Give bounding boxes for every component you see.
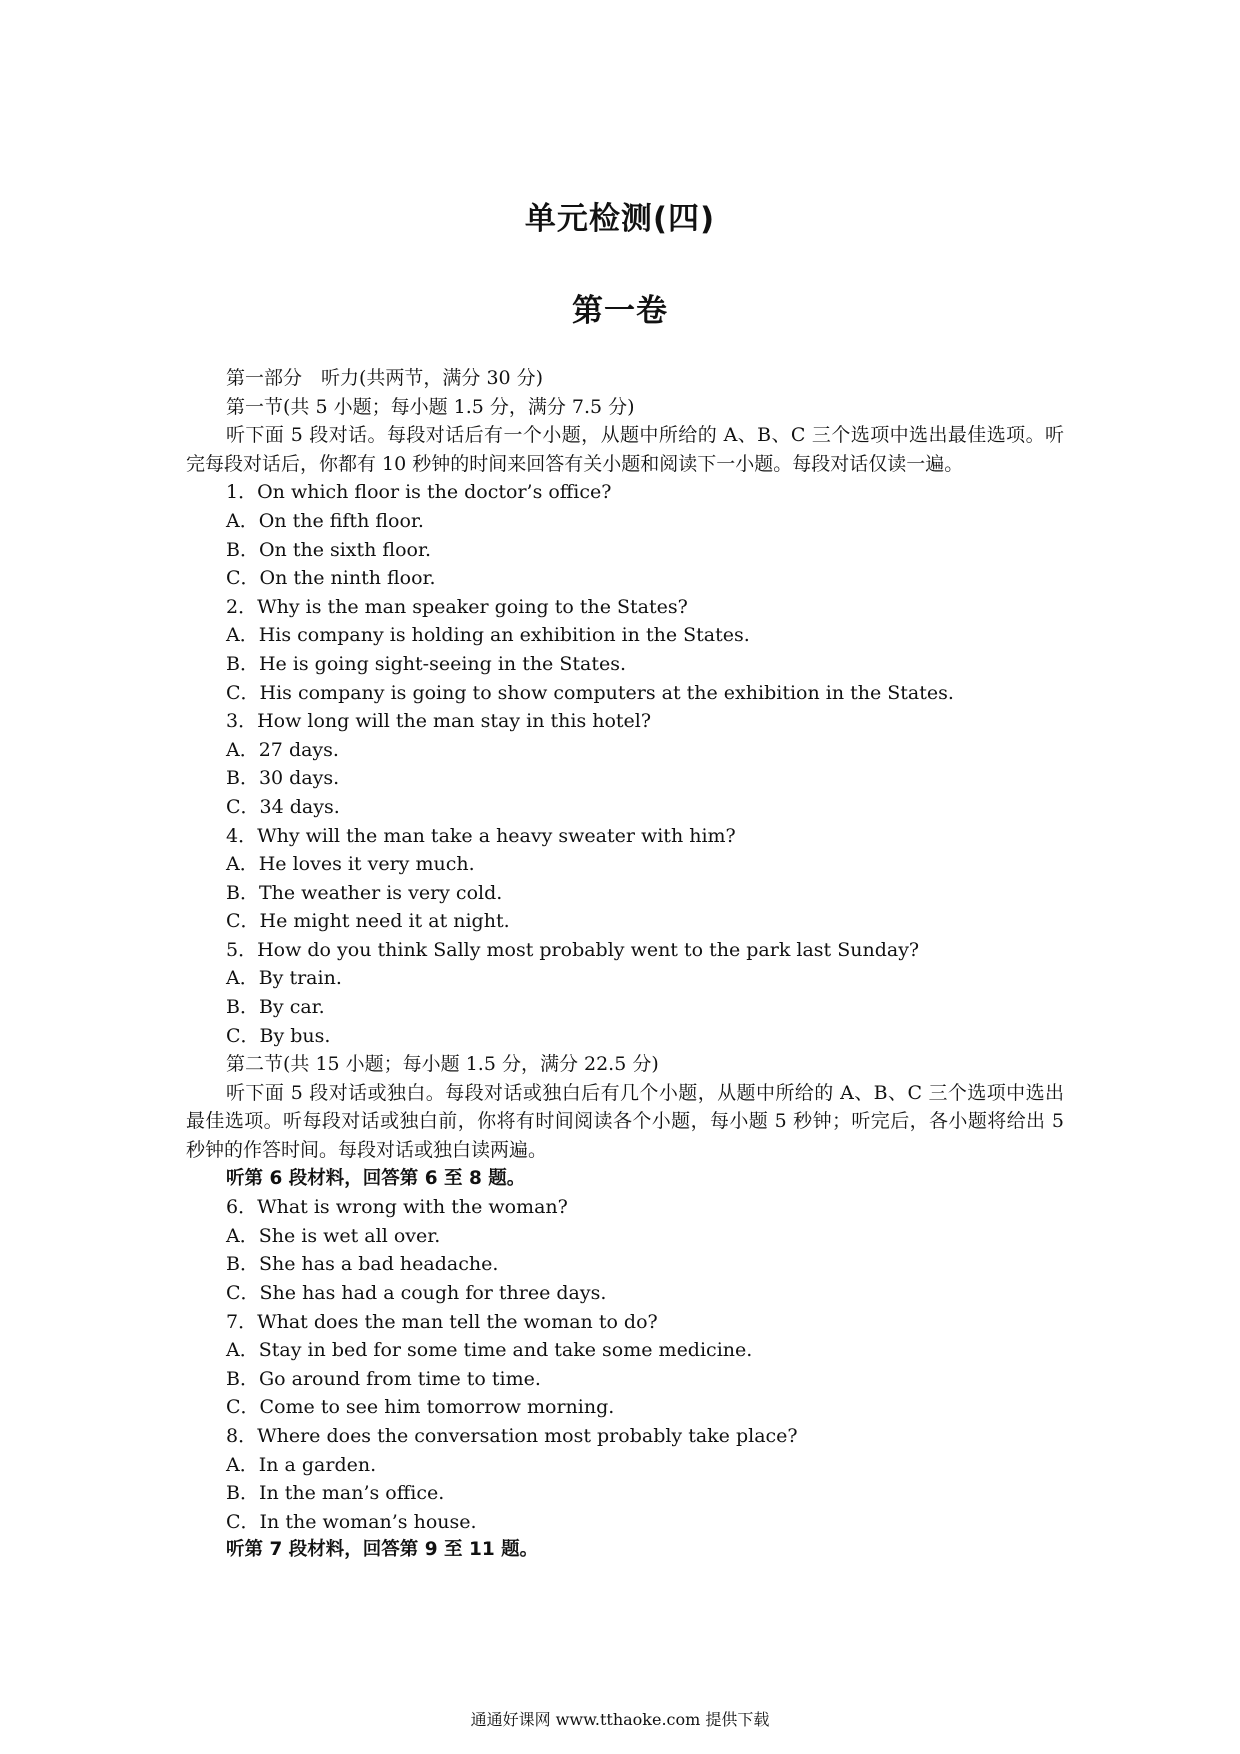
question-text: 7．What does the man tell the woman to do? xyxy=(226,1310,658,1333)
option-b: B．By car. xyxy=(226,996,325,1019)
question-block xyxy=(186,593,1064,707)
question-block xyxy=(186,478,1064,592)
option-a: A．He loves it very much. xyxy=(226,853,475,876)
option-a: A．On the fifth floor. xyxy=(226,509,424,532)
option-c: C．His company is going to show computers at the exhibition in the States. xyxy=(226,681,954,704)
question-block xyxy=(186,936,1064,1050)
option-a: A．She is wet all over. xyxy=(226,1224,441,1247)
option-b: B．On the sixth floor. xyxy=(226,538,432,561)
material-6-heading: 听第 6 段材料，回答第 6 至 8 题。 xyxy=(226,1167,526,1189)
question-block xyxy=(186,1193,1064,1307)
question-block xyxy=(186,1422,1064,1536)
option-a: A．In a garden. xyxy=(226,1453,377,1476)
part-heading: 第一部分 听力(共两节，满分 30 分) xyxy=(226,367,544,389)
option-b: B．The weather is very cold. xyxy=(226,881,503,904)
option-c: C．By bus. xyxy=(226,1024,331,1047)
option-c: C．In the woman’s house. xyxy=(226,1510,477,1533)
exam-content xyxy=(186,364,1064,1565)
option-c: C．34 days. xyxy=(226,795,340,818)
question-text: 8．Where does the conversation most probably take place? xyxy=(226,1424,798,1447)
question-text: 3．How long will the man stay in this hotel? xyxy=(226,710,652,733)
question-block xyxy=(186,707,1064,821)
question-text: 1．On which floor is the doctor’s office? xyxy=(226,481,612,504)
material-7-heading: 听第 7 段材料，回答第 9 至 11 题。 xyxy=(226,1539,539,1561)
option-c: C．On the ninth floor. xyxy=(226,567,436,590)
option-a: A．Stay in bed for some time and take some medicine. xyxy=(226,1339,753,1362)
question-text: 2．Why is the man speaker going to the States? xyxy=(226,595,688,618)
question-text: 4．Why will the man take a heavy sweater with him? xyxy=(226,824,736,847)
question-block xyxy=(186,822,1064,936)
option-b: B．In the man’s office. xyxy=(226,1482,445,1505)
option-b: B．He is going sight-seeing in the States. xyxy=(226,652,626,675)
option-c: C．She has had a cough for three days. xyxy=(226,1282,607,1304)
section2-instructions: 听下面 5 段对话或独白。每段对话或独白后有几个小题，从题中所给的 A、B、C 三个选项中选出最佳选项。听每段对话或独白前，你将有时间阅读各个小题，每小题 5 秒钟；听完后，各小题将给出 5 秒钟的作答时间。每段对话或独白读两遍。 xyxy=(186,1081,1064,1162)
option-b: B．She has a bad headache. xyxy=(226,1253,499,1276)
section1-heading: 第一节(共 5 小题；每小题 1.5 分，满分 7.5 分) xyxy=(226,395,635,418)
question-block xyxy=(186,1308,1064,1422)
question-text: 5．How do you think Sally most probably went to the park last Sunday? xyxy=(226,938,920,961)
section1-instructions: 听下面 5 段对话。每段对话后有一个小题，从题中所给的 A、B、C 三个选项中选出最佳选项。听完每段对话后，你都有 10 秒钟的时间来回答有关小题和阅读下一小题。每段对话仅读一遍。 xyxy=(186,424,1064,475)
option-b: B．30 days. xyxy=(226,767,340,790)
option-b: B．Go around from time to time. xyxy=(226,1367,541,1390)
footer-credit: 通通好课网 www.tthaoke.com 提供下载 xyxy=(470,1710,770,1729)
volume-title: 第一卷 xyxy=(572,293,668,329)
option-a: A．By train. xyxy=(226,967,342,990)
option-c: C．He might need it at night. xyxy=(226,910,510,933)
option-c: C．Come to see him tomorrow morning. xyxy=(226,1396,615,1419)
page-title: 单元检测(四) xyxy=(524,201,716,237)
option-a: A．27 days. xyxy=(226,738,339,761)
section2-heading: 第二节(共 15 小题；每小题 1.5 分，满分 22.5 分) xyxy=(226,1053,659,1076)
question-text: 6．What is wrong with the woman? xyxy=(226,1196,568,1219)
option-a: A．His company is holding an exhibition in the States. xyxy=(226,624,750,647)
